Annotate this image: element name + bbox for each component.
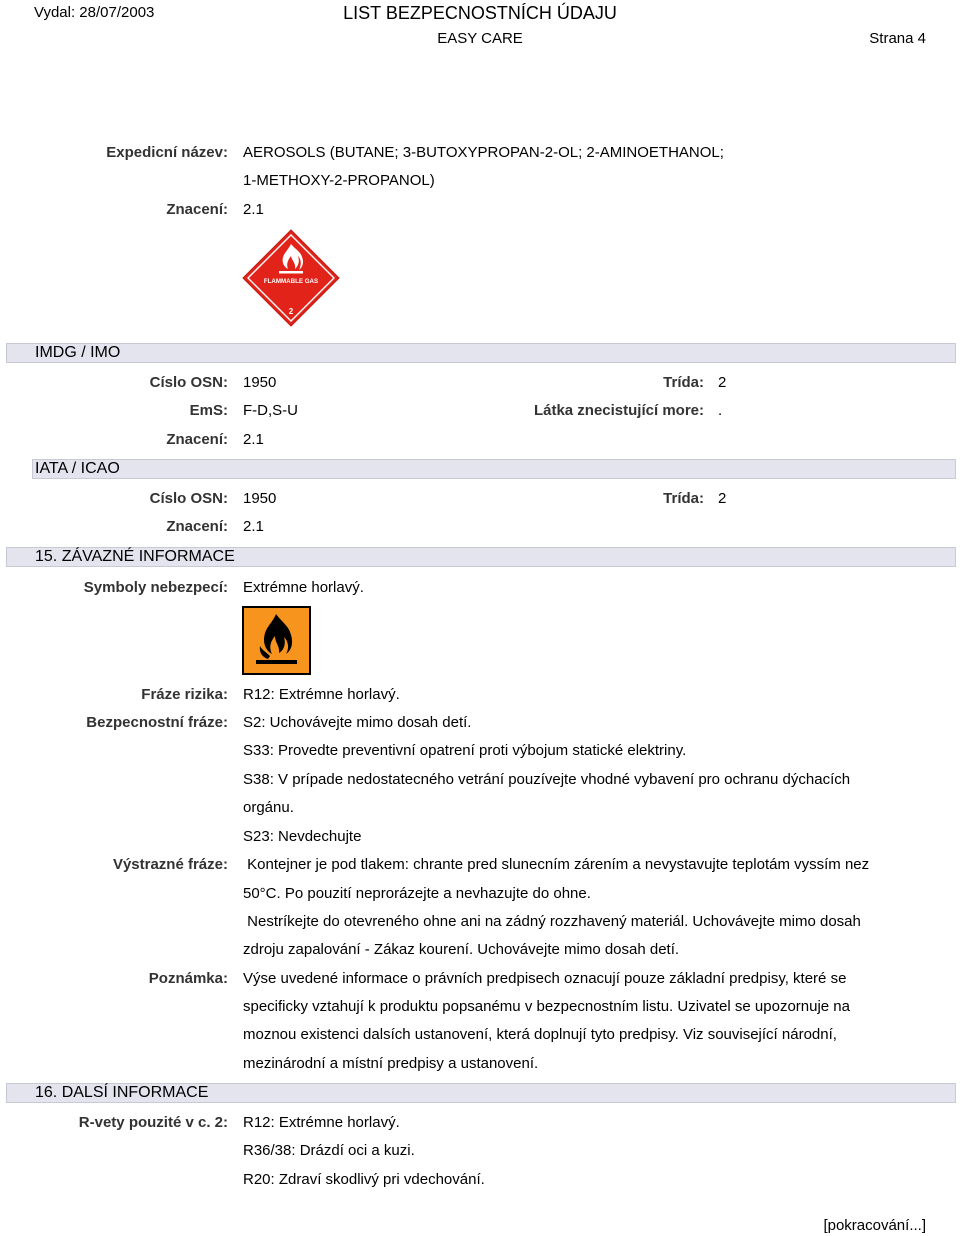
imdg-heading: IMDG / IMO <box>35 344 121 361</box>
diamond-number: 2 <box>288 307 294 316</box>
iata-un-label: Císlo OSN: <box>149 490 228 507</box>
imdg-ems-value: F-D,S-U <box>243 402 298 419</box>
warning-phrase: Kontejner je pod tlakem: chrante pred slunecním zárením a nevystavujte teplotám vyssím nez <box>243 856 870 873</box>
iata-heading-bar <box>32 459 956 479</box>
r-phrase: R12: Extrémne horlavý. <box>243 1114 400 1131</box>
section16-heading: 16. DALSÍ INFORMACE <box>35 1084 209 1101</box>
imdg-marking-label: Znacení: <box>166 431 228 448</box>
warning-phrases-label: Výstrazné fráze: <box>112 856 228 873</box>
diamond-label: FLAMMABLE GAS <box>263 278 319 285</box>
continued-marker: [pokracování...] <box>823 1217 926 1234</box>
imdg-heading-bar <box>6 343 956 363</box>
iata-marking-value: 2.1 <box>243 518 264 535</box>
flame-hazard-icon <box>242 606 311 675</box>
safety-phrase: S33: Provedte preventivní opatrení proti výbojum statické elektriny. <box>243 742 687 759</box>
product-name: EASY CARE <box>437 30 523 47</box>
warning-phrase: Nestríkejte do otevreného ohne ani na zádný rozzhavený materiál. Uchovávejte mimo dosah <box>243 913 861 930</box>
issued-date: Vydal: 28/07/2003 <box>34 4 155 21</box>
flammable-gas-diamond-icon <box>241 228 341 328</box>
iata-marking-label: Znacení: <box>166 518 228 535</box>
section15-heading-bar <box>6 547 956 567</box>
hazard-symbols-label: Symboly nebezpecí: <box>83 579 228 596</box>
marking-value: 2.1 <box>243 201 264 218</box>
imdg-ems-label: EmS: <box>189 402 228 419</box>
note-line: Výse uvedené informace o právních predpisech oznacují pouze základní predpisy, které se <box>243 970 847 987</box>
r-phrases-label: R-vety pouzité v c. 2: <box>78 1114 228 1131</box>
iata-class-label: Trída: <box>663 490 704 507</box>
section15-heading: 15. ZÁVAZNÉ INFORMACE <box>35 548 235 565</box>
note-line: mezinárodní a místní predpisy a ustanovení. <box>243 1055 539 1072</box>
imdg-class-value: 2 <box>718 374 727 391</box>
iata-class-value: 2 <box>718 490 727 507</box>
iata-un-value: 1950 <box>243 490 277 507</box>
shipping-name-line1: AEROSOLS (BUTANE; 3-BUTOXYPROPAN-2-OL; 2-AMINOETHANOL; <box>243 144 724 161</box>
document-title: LIST BEZPECNOSTNÍCH ÚDAJU <box>343 3 617 23</box>
page-number: Strana 4 <box>869 30 926 47</box>
imdg-pollutant-value: . <box>718 402 723 419</box>
imdg-class-label: Trída: <box>663 374 704 391</box>
imdg-un-value: 1950 <box>243 374 277 391</box>
safety-phrase: orgánu. <box>243 799 294 816</box>
safety-phrase: S38: V prípade nedostatecného vetrání pouzívejte vhodné vybavení pro ochranu dýchacích <box>243 771 851 788</box>
marking-label: Znacení: <box>166 201 228 218</box>
risk-phrase: R12: Extrémne horlavý. <box>243 686 400 703</box>
safety-phrases-label: Bezpecnostní fráze: <box>86 714 228 731</box>
r-phrase: R20: Zdraví skodlivý pri vdechování. <box>243 1171 485 1188</box>
safety-phrase: S2: Uchovávejte mimo dosah detí. <box>243 714 472 731</box>
shipping-name-line2: 1-METHOXY-2-PROPANOL) <box>243 172 435 189</box>
shipping-name-label: Expedicní název: <box>106 144 228 161</box>
warning-phrase: zdroju zapalování - Zákaz kourení. Uchovávejte mimo dosah detí. <box>243 941 680 958</box>
imdg-un-label: Císlo OSN: <box>149 374 228 391</box>
safety-phrase: S23: Nevdechujte <box>243 828 362 845</box>
risk-phrases-label: Fráze rizika: <box>141 686 228 703</box>
imdg-pollutant-label: Látka znecistující more: <box>533 402 704 419</box>
note-line: moznou existenci dalsích ustanovení, která doplnují tyto predpisy. Viz související národní, <box>243 1026 837 1043</box>
warning-phrase: 50°C. Po pouzití neprorázejte a nevhazujte do ohne. <box>243 885 591 902</box>
iata-heading: IATA / ICAO <box>35 460 120 477</box>
note-label: Poznámka: <box>148 970 228 987</box>
note-line: specificky vztahují k produktu popsanému v bezpecnostním listu. Uzivatel se upozornuje na <box>243 998 850 1015</box>
imdg-marking-value: 2.1 <box>243 431 264 448</box>
r-phrase: R36/38: Drázdí oci a kuzi. <box>243 1142 415 1159</box>
section16-heading-bar <box>6 1083 956 1103</box>
hazard-symbols-value: Extrémne horlavý. <box>243 579 364 596</box>
